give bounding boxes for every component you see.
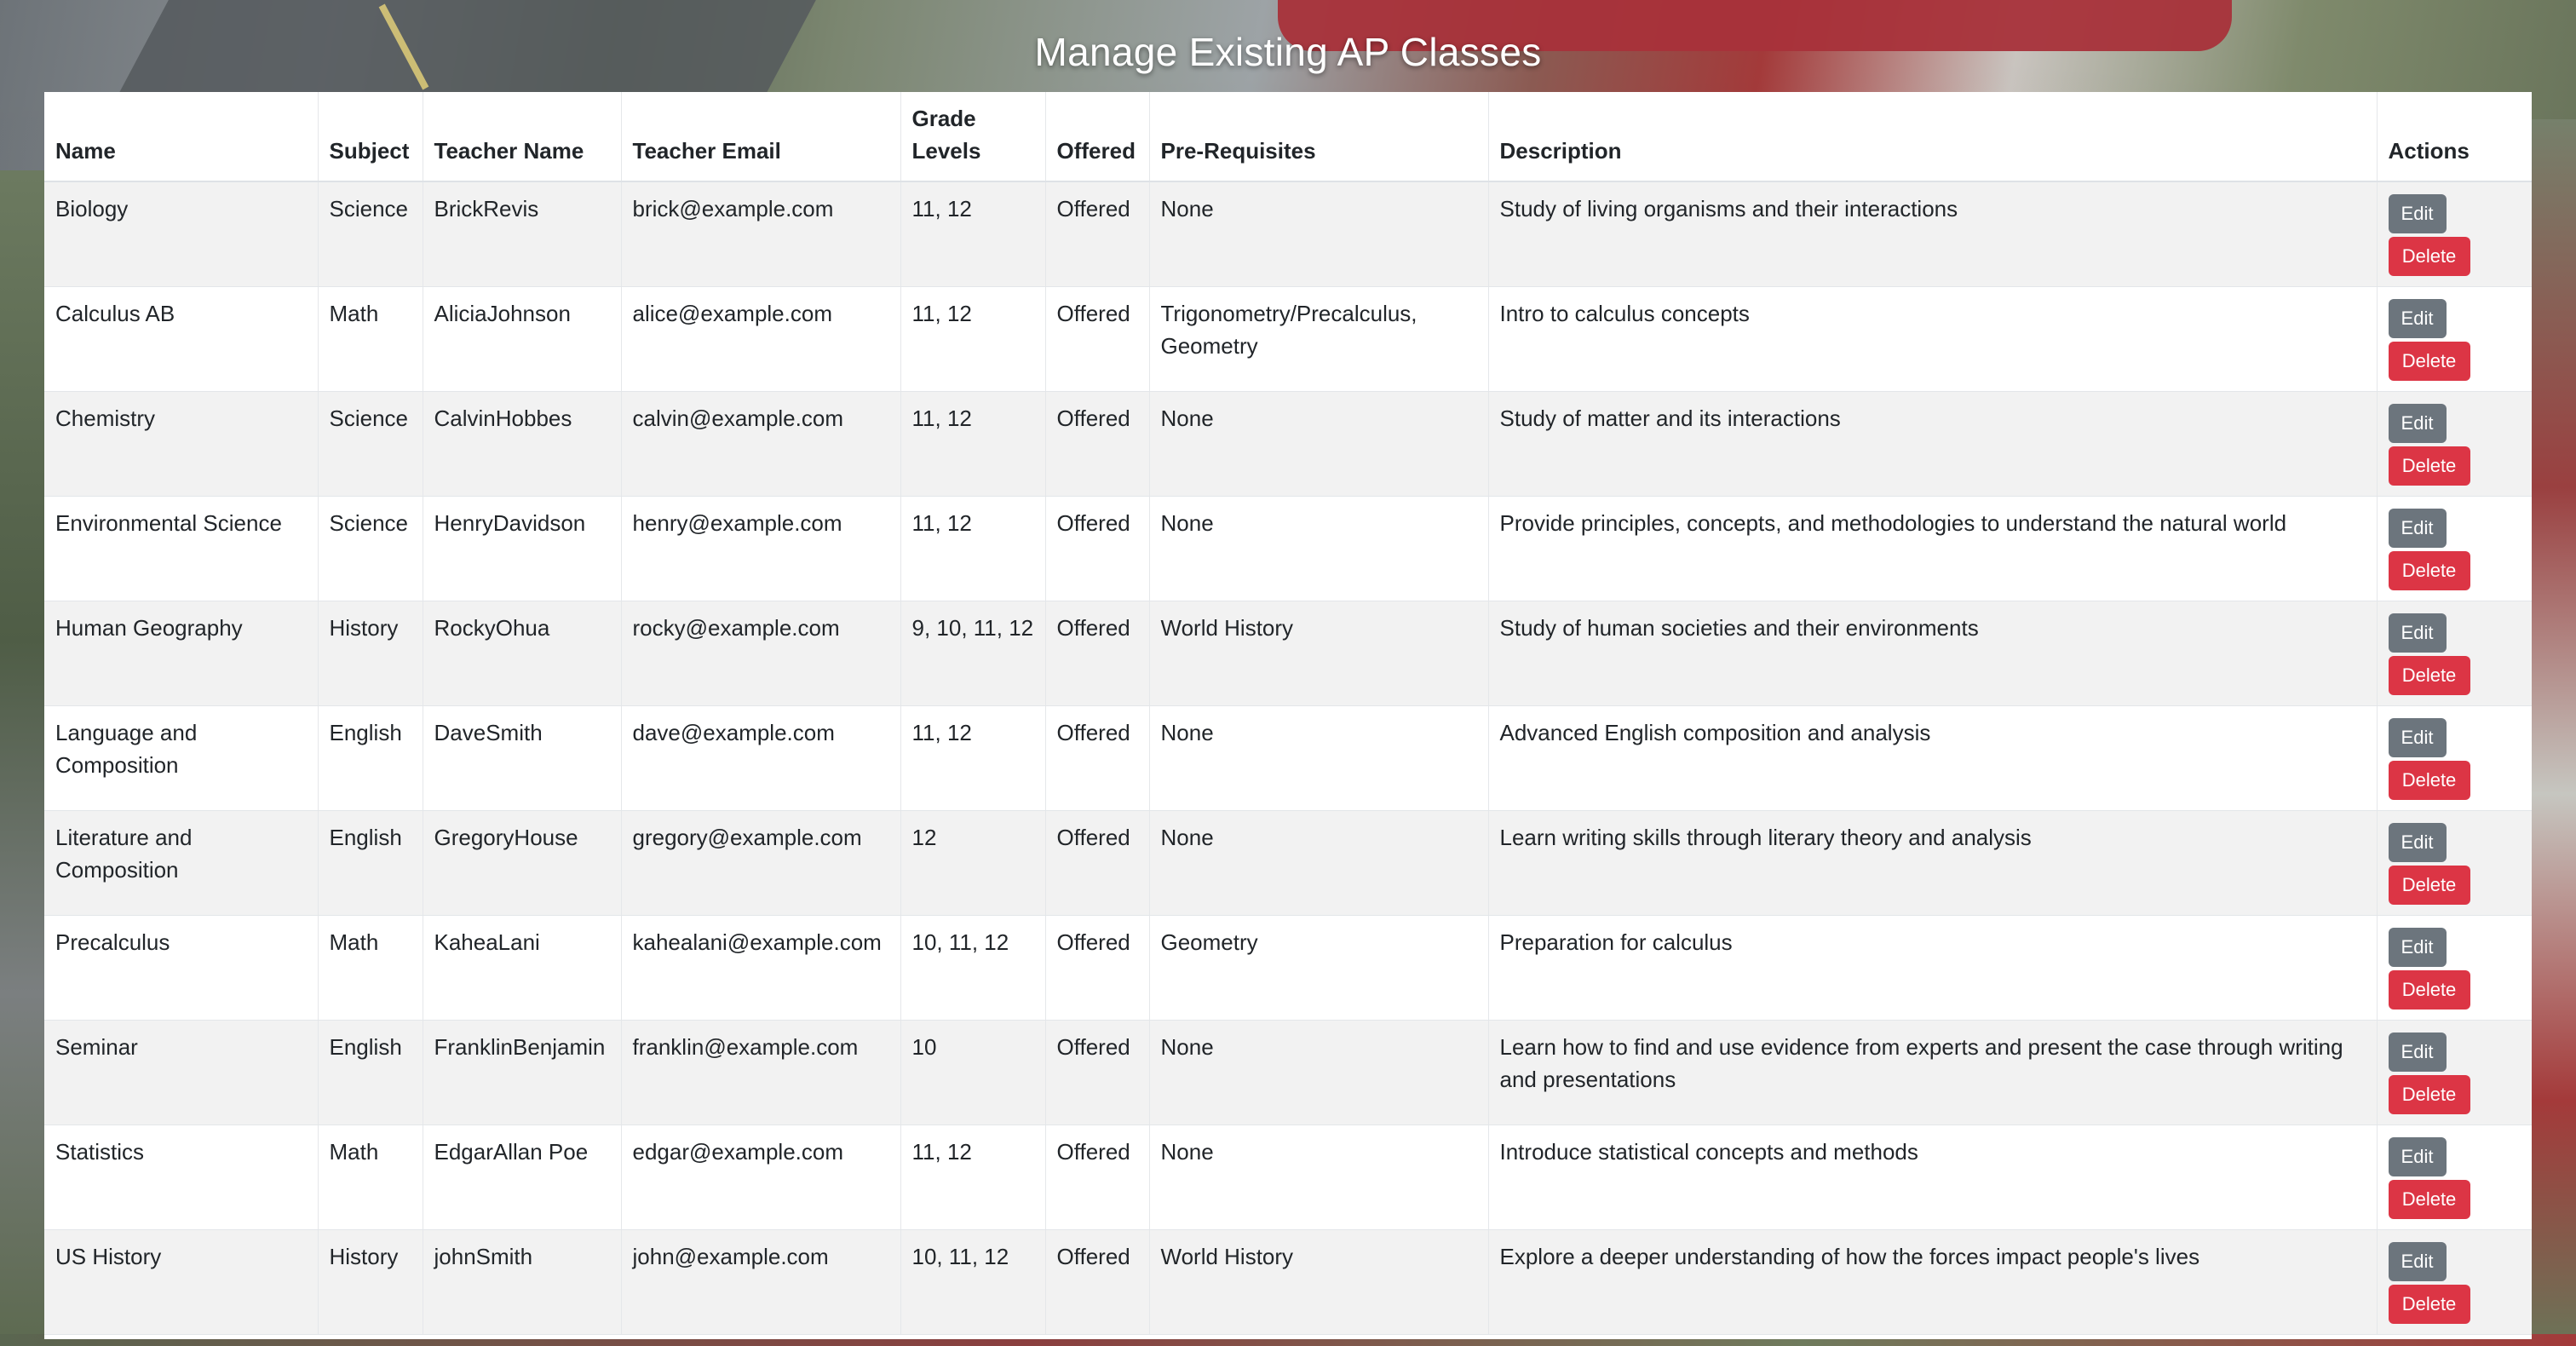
cell-grade-levels: 11, 12 bbox=[900, 181, 1045, 287]
delete-button[interactable]: Delete bbox=[2389, 866, 2470, 905]
cell-teacher-email: franklin@example.com bbox=[621, 1021, 900, 1125]
cell-teacher-email: henry@example.com bbox=[621, 497, 900, 601]
cell-grade-levels: 11, 12 bbox=[900, 287, 1045, 392]
table-header bbox=[44, 92, 2532, 181]
delete-button[interactable]: Delete bbox=[2389, 1075, 2470, 1114]
edit-button[interactable]: Edit bbox=[2389, 299, 2447, 338]
cell-teacher-email: rocky@example.com bbox=[621, 601, 900, 706]
cell-prerequisites: None bbox=[1149, 1021, 1488, 1125]
cell-teacher-name: GregoryHouse bbox=[423, 811, 621, 916]
cell-name: Environmental Science bbox=[44, 497, 318, 601]
cell-prerequisites: None bbox=[1149, 181, 1488, 287]
cell-description: Provide principles, concepts, and methodologies to understand the natural world bbox=[1488, 497, 2377, 601]
cell-teacher-email: dave@example.com bbox=[621, 706, 900, 811]
cell-teacher-name: KaheaLani bbox=[423, 916, 621, 1021]
cell-name: Biology bbox=[44, 181, 318, 287]
cell-actions bbox=[2377, 706, 2532, 811]
cell-prerequisites: Geometry bbox=[1149, 916, 1488, 1021]
table-row bbox=[44, 181, 2532, 287]
cell-offered: Offered bbox=[1045, 601, 1149, 706]
table-row bbox=[44, 497, 2532, 601]
edit-button[interactable]: Edit bbox=[2389, 1033, 2447, 1072]
header-offered: Offered bbox=[1045, 92, 1149, 181]
cell-actions bbox=[2377, 392, 2532, 497]
cell-prerequisites: None bbox=[1149, 1125, 1488, 1230]
cell-prerequisites: None bbox=[1149, 811, 1488, 916]
cell-grade-levels: 10, 11, 12 bbox=[900, 916, 1045, 1021]
header-teacher-name: Teacher Name bbox=[423, 92, 621, 181]
cell-subject: English bbox=[318, 706, 423, 811]
cell-name: Human Geography bbox=[44, 601, 318, 706]
cell-grade-levels: 11, 12 bbox=[900, 497, 1045, 601]
cell-teacher-email: john@example.com bbox=[621, 1230, 900, 1335]
page-title: Manage Existing AP Classes bbox=[1034, 30, 1542, 74]
delete-button[interactable]: Delete bbox=[2389, 1285, 2470, 1324]
header-name: Name bbox=[44, 92, 318, 181]
cell-actions bbox=[2377, 497, 2532, 601]
cell-name: Statistics bbox=[44, 1125, 318, 1230]
cell-actions bbox=[2377, 181, 2532, 287]
cell-offered: Offered bbox=[1045, 1125, 1149, 1230]
cell-subject: History bbox=[318, 601, 423, 706]
cell-teacher-email: alice@example.com bbox=[621, 287, 900, 392]
cell-teacher-name: johnSmith bbox=[423, 1230, 621, 1335]
cell-offered: Offered bbox=[1045, 706, 1149, 811]
cell-grade-levels: 12 bbox=[900, 811, 1045, 916]
background-left-strip bbox=[0, 170, 44, 1346]
cell-grade-levels: 9, 10, 11, 12 bbox=[900, 601, 1045, 706]
cell-offered: Offered bbox=[1045, 287, 1149, 392]
cell-name: Calculus AB bbox=[44, 287, 318, 392]
cell-actions bbox=[2377, 916, 2532, 1021]
delete-button[interactable]: Delete bbox=[2389, 551, 2470, 590]
table-row bbox=[44, 1230, 2532, 1335]
cell-offered: Offered bbox=[1045, 181, 1149, 287]
cell-description: Advanced English composition and analysis bbox=[1488, 706, 2377, 811]
cell-offered: Offered bbox=[1045, 811, 1149, 916]
cell-name: Precalculus bbox=[44, 916, 318, 1021]
table-row bbox=[44, 1021, 2532, 1125]
cell-teacher-email: edgar@example.com bbox=[621, 1125, 900, 1230]
cell-actions bbox=[2377, 1125, 2532, 1230]
cell-teacher-email: kahealani@example.com bbox=[621, 916, 900, 1021]
cell-name: Literature and Composition bbox=[44, 811, 318, 916]
cell-teacher-email: gregory@example.com bbox=[621, 811, 900, 916]
header-actions: Actions bbox=[2377, 92, 2532, 181]
edit-button[interactable]: Edit bbox=[2389, 1242, 2447, 1281]
cell-description: Preparation for calculus bbox=[1488, 916, 2377, 1021]
delete-button[interactable]: Delete bbox=[2389, 342, 2470, 381]
cell-actions bbox=[2377, 811, 2532, 916]
cell-description: Intro to calculus concepts bbox=[1488, 287, 2377, 392]
edit-button[interactable]: Edit bbox=[2389, 1137, 2447, 1176]
cell-subject: English bbox=[318, 811, 423, 916]
background-right-strip bbox=[2528, 119, 2576, 1346]
table-row bbox=[44, 811, 2532, 916]
cell-teacher-name: FranklinBenjamin bbox=[423, 1021, 621, 1125]
cell-description: Study of living organisms and their interactions bbox=[1488, 181, 2377, 287]
cell-prerequisites: None bbox=[1149, 392, 1488, 497]
cell-teacher-name: DaveSmith bbox=[423, 706, 621, 811]
table-row bbox=[44, 706, 2532, 811]
cell-description: Introduce statistical concepts and methods bbox=[1488, 1125, 2377, 1230]
cell-name: Language and Composition bbox=[44, 706, 318, 811]
cell-offered: Offered bbox=[1045, 392, 1149, 497]
cell-subject: Math bbox=[318, 1125, 423, 1230]
table-row bbox=[44, 1125, 2532, 1230]
cell-description: Study of human societies and their environments bbox=[1488, 601, 2377, 706]
cell-subject: Science bbox=[318, 181, 423, 287]
table-row bbox=[44, 392, 2532, 497]
cell-teacher-name: RockyOhua bbox=[423, 601, 621, 706]
delete-button[interactable]: Delete bbox=[2389, 237, 2470, 276]
cell-teacher-name: BrickRevis bbox=[423, 181, 621, 287]
cell-name: US History bbox=[44, 1230, 318, 1335]
cell-actions bbox=[2377, 287, 2532, 392]
edit-button[interactable]: Edit bbox=[2389, 613, 2447, 653]
edit-button[interactable]: Edit bbox=[2389, 718, 2447, 757]
edit-button[interactable]: Edit bbox=[2389, 823, 2447, 862]
cell-grade-levels: 10, 11, 12 bbox=[900, 1230, 1045, 1335]
cell-prerequisites: World History bbox=[1149, 601, 1488, 706]
cell-description: Explore a deeper understanding of how the forces impact people's lives bbox=[1488, 1230, 2377, 1335]
cell-prerequisites: None bbox=[1149, 706, 1488, 811]
cell-subject: History bbox=[318, 1230, 423, 1335]
table-row bbox=[44, 287, 2532, 392]
header-grade-levels: Grade Levels bbox=[900, 92, 1045, 181]
table-header-row bbox=[44, 92, 2532, 181]
cell-name: Chemistry bbox=[44, 392, 318, 497]
cell-subject: Science bbox=[318, 497, 423, 601]
cell-description: Learn how to find and use evidence from experts and present the case through writing and presentations bbox=[1488, 1021, 2377, 1125]
classes-table bbox=[44, 92, 2532, 1335]
cell-description: Learn writing skills through literary theory and analysis bbox=[1488, 811, 2377, 916]
cell-teacher-email: calvin@example.com bbox=[621, 392, 900, 497]
delete-button[interactable]: Delete bbox=[2389, 1180, 2470, 1219]
cell-offered: Offered bbox=[1045, 1021, 1149, 1125]
delete-button[interactable]: Delete bbox=[2389, 446, 2470, 486]
cell-name: Seminar bbox=[44, 1021, 318, 1125]
edit-button[interactable]: Edit bbox=[2389, 928, 2447, 967]
cell-actions bbox=[2377, 1021, 2532, 1125]
cell-prerequisites: World History bbox=[1149, 1230, 1488, 1335]
cell-subject: English bbox=[318, 1021, 423, 1125]
cell-grade-levels: 11, 12 bbox=[900, 706, 1045, 811]
cell-teacher-name: HenryDavidson bbox=[423, 497, 621, 601]
header-description: Description bbox=[1488, 92, 2377, 181]
cell-offered: Offered bbox=[1045, 1230, 1149, 1335]
delete-button[interactable]: Delete bbox=[2389, 761, 2470, 800]
table-row bbox=[44, 916, 2532, 1021]
cell-actions bbox=[2377, 1230, 2532, 1335]
cell-teacher-name: AliciaJohnson bbox=[423, 287, 621, 392]
header-prerequisites: Pre-Requisites bbox=[1149, 92, 1488, 181]
header-subject: Subject bbox=[318, 92, 423, 181]
cell-subject: Math bbox=[318, 287, 423, 392]
cell-teacher-email: brick@example.com bbox=[621, 181, 900, 287]
cell-grade-levels: 11, 12 bbox=[900, 1125, 1045, 1230]
edit-button[interactable]: Edit bbox=[2389, 404, 2447, 443]
classes-table-container bbox=[44, 92, 2532, 1339]
table-body bbox=[44, 181, 2532, 1335]
cell-offered: Offered bbox=[1045, 497, 1149, 601]
table-row bbox=[44, 601, 2532, 706]
cell-teacher-name: EdgarAllan Poe bbox=[423, 1125, 621, 1230]
delete-button[interactable]: Delete bbox=[2389, 656, 2470, 695]
cell-actions bbox=[2377, 601, 2532, 706]
cell-subject: Science bbox=[318, 392, 423, 497]
cell-offered: Offered bbox=[1045, 916, 1149, 1021]
cell-prerequisites: None bbox=[1149, 497, 1488, 601]
cell-teacher-name: CalvinHobbes bbox=[423, 392, 621, 497]
header-teacher-email: Teacher Email bbox=[621, 92, 900, 181]
cell-grade-levels: 11, 12 bbox=[900, 392, 1045, 497]
edit-button[interactable]: Edit bbox=[2389, 194, 2447, 233]
cell-grade-levels: 10 bbox=[900, 1021, 1045, 1125]
cell-prerequisites: Trigonometry/Precalculus, Geometry bbox=[1149, 287, 1488, 392]
delete-button[interactable]: Delete bbox=[2389, 970, 2470, 1010]
cell-description: Study of matter and its interactions bbox=[1488, 392, 2377, 497]
edit-button[interactable]: Edit bbox=[2389, 509, 2447, 548]
cell-subject: Math bbox=[318, 916, 423, 1021]
